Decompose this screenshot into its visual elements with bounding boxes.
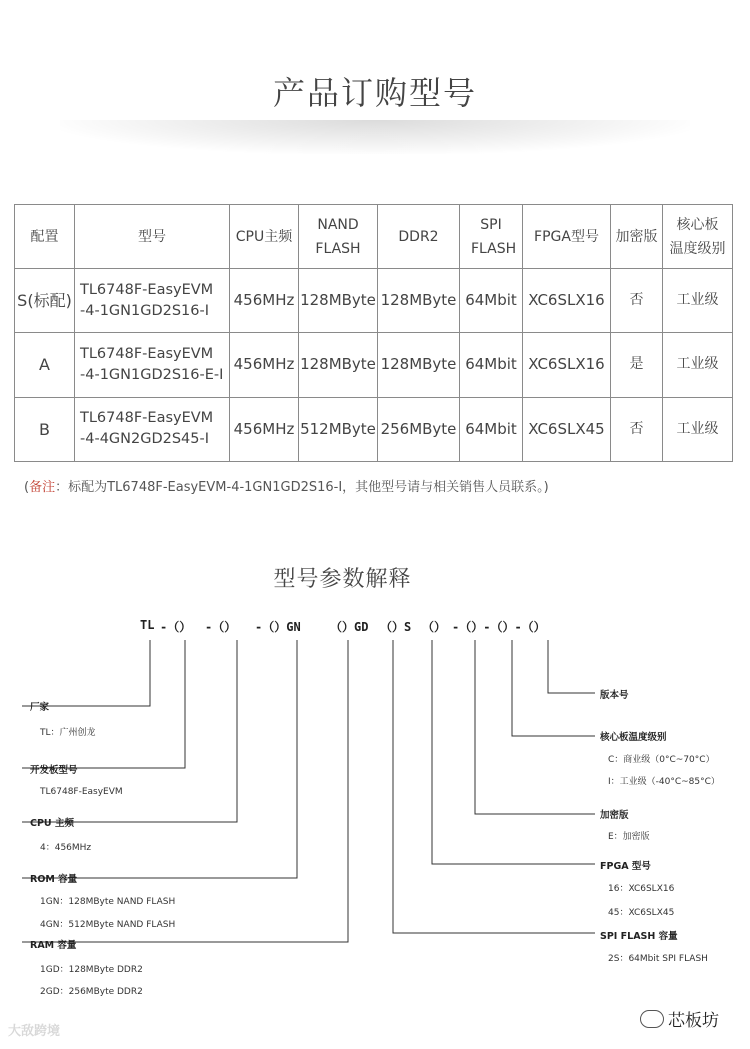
connector-line bbox=[22, 640, 150, 706]
cell-model bbox=[75, 333, 230, 397]
pn-rom: -（）GN bbox=[255, 620, 301, 634]
param-value: TL：广州创龙 bbox=[40, 728, 96, 738]
cell-nand: 128MByte bbox=[299, 333, 378, 397]
param-label: FPGA 型号 bbox=[600, 861, 651, 872]
header-spi-text: SPI FLASH bbox=[471, 216, 517, 257]
cell-encrypt: 否 bbox=[611, 397, 663, 461]
cell-encrypt: 是 bbox=[611, 333, 663, 397]
cell-spi: 64Mbit bbox=[460, 397, 523, 461]
note-text: ：标配为TL6748F-EasyEVM-4-1GN1GD2S16-I，其他型号请与相关销售人员联系。) bbox=[55, 480, 549, 495]
note-label: 备注 bbox=[29, 480, 56, 495]
param-value: 1GN：128MByte NAND FLASH bbox=[40, 897, 176, 907]
cell-temp: 工业级 bbox=[663, 333, 733, 397]
param-label: 核心板温度级别 bbox=[600, 732, 667, 743]
header-temp-text: 核心板 温度级别 bbox=[669, 216, 726, 257]
param-value: 1GD：128MByte DDR2 bbox=[40, 965, 143, 975]
table-row bbox=[15, 333, 733, 397]
connector-line bbox=[512, 640, 595, 736]
cell-cpu: 456MHz bbox=[230, 397, 299, 461]
table-row bbox=[15, 397, 733, 461]
connector-line bbox=[548, 640, 595, 693]
param-label: SPI FLASH 容量 bbox=[600, 931, 678, 942]
note bbox=[24, 476, 549, 495]
pn-tl: TL bbox=[140, 618, 155, 632]
param-value: 2S：64Mbit SPI FLASH bbox=[608, 954, 708, 964]
param-label: 开发板型号 bbox=[30, 765, 78, 776]
cell-spi: 64Mbit bbox=[460, 333, 523, 397]
header-model: 型号 bbox=[75, 205, 230, 269]
param-value: C：商业级（0°C~70°C） bbox=[608, 755, 715, 765]
header-ddr2: DDR2 bbox=[378, 205, 460, 269]
model-line2: -4-4GN2GD2S45-I bbox=[80, 431, 210, 448]
header-temp bbox=[663, 205, 733, 269]
cell-config: S(标配) bbox=[15, 269, 75, 333]
cell-config: B bbox=[15, 397, 75, 461]
cell-cpu: 456MHz bbox=[230, 333, 299, 397]
cell-ddr2: 256MByte bbox=[378, 397, 460, 461]
cell-temp: 工业级 bbox=[663, 269, 733, 333]
watermark-left: 大敌跨境 bbox=[8, 1024, 61, 1039]
header-cpu: CPU主频 bbox=[230, 205, 299, 269]
cell-fpga: XC6SLX45 bbox=[523, 397, 611, 461]
connector-line bbox=[393, 640, 595, 933]
header-nand-text: NAND FLASH bbox=[315, 216, 361, 257]
param-value: TL6748F-EasyEVM bbox=[40, 787, 123, 797]
table-header-row bbox=[15, 205, 733, 269]
order-table bbox=[14, 204, 733, 462]
header-spi bbox=[460, 205, 523, 269]
cell-encrypt: 否 bbox=[611, 269, 663, 333]
pn-fpga: （） bbox=[422, 620, 447, 634]
cell-model bbox=[75, 397, 230, 461]
title-shadow bbox=[60, 120, 690, 154]
pn-suffix: -（）-（）-（） bbox=[452, 620, 546, 634]
cell-model bbox=[75, 269, 230, 333]
note-open: ( bbox=[24, 480, 30, 495]
cell-ddr2: 128MByte bbox=[378, 269, 460, 333]
header-fpga: FPGA型号 bbox=[523, 205, 611, 269]
model-line1: TL6748F-EasyEVM bbox=[80, 410, 214, 427]
pn-cpu: -（） bbox=[205, 620, 237, 634]
param-label: ROM 容量 bbox=[30, 874, 78, 885]
param-value: 16：XC6SLX16 bbox=[608, 884, 675, 894]
param-label: CPU 主频 bbox=[30, 818, 74, 829]
cell-fpga: XC6SLX16 bbox=[523, 269, 611, 333]
watermark-right-text: 芯板坊 bbox=[668, 1011, 719, 1031]
watermark-right bbox=[640, 1006, 719, 1031]
cell-cpu: 456MHz bbox=[230, 269, 299, 333]
param-value: 4GN：512MByte NAND FLASH bbox=[40, 920, 176, 930]
param-value: 2GD：256MByte DDR2 bbox=[40, 987, 143, 997]
model-line2: -4-1GN1GD2S16-I bbox=[80, 302, 210, 319]
cell-temp: 工业级 bbox=[663, 397, 733, 461]
param-label: RAM 容量 bbox=[30, 940, 77, 951]
param-label: 加密版 bbox=[600, 810, 629, 821]
cell-spi: 64Mbit bbox=[460, 269, 523, 333]
pn-dev: -（） bbox=[160, 620, 192, 634]
connector-line bbox=[475, 640, 595, 814]
page-title: 产品订购型号 bbox=[272, 74, 477, 112]
section-title: 型号参数解释 bbox=[273, 567, 412, 592]
pn-spi: （）S bbox=[380, 620, 412, 634]
model-line2: -4-1GN1GD2S16-E-I bbox=[80, 366, 224, 383]
cell-nand: 512MByte bbox=[299, 397, 378, 461]
cell-nand: 128MByte bbox=[299, 269, 378, 333]
wechat-icon bbox=[640, 1010, 664, 1028]
param-value: 45：XC6SLX45 bbox=[608, 908, 675, 918]
param-label: 版本号 bbox=[600, 690, 629, 701]
connector-line bbox=[432, 640, 595, 864]
cell-config: A bbox=[15, 333, 75, 397]
cell-ddr2: 128MByte bbox=[378, 333, 460, 397]
table-row bbox=[15, 269, 733, 333]
model-line1: TL6748F-EasyEVM bbox=[80, 281, 214, 298]
param-value: E：加密版 bbox=[608, 832, 650, 842]
header-encrypt: 加密版 bbox=[611, 205, 663, 269]
header-nand bbox=[299, 205, 378, 269]
cell-fpga: XC6SLX16 bbox=[523, 333, 611, 397]
pn-ram: （）GD bbox=[330, 620, 369, 634]
header-config: 配置 bbox=[15, 205, 75, 269]
param-value: 4：456MHz bbox=[40, 843, 92, 853]
model-line1: TL6748F-EasyEVM bbox=[80, 345, 214, 362]
param-value: I：工业级（-40°C~85°C） bbox=[608, 777, 720, 787]
param-label: 厂家 bbox=[30, 702, 50, 713]
